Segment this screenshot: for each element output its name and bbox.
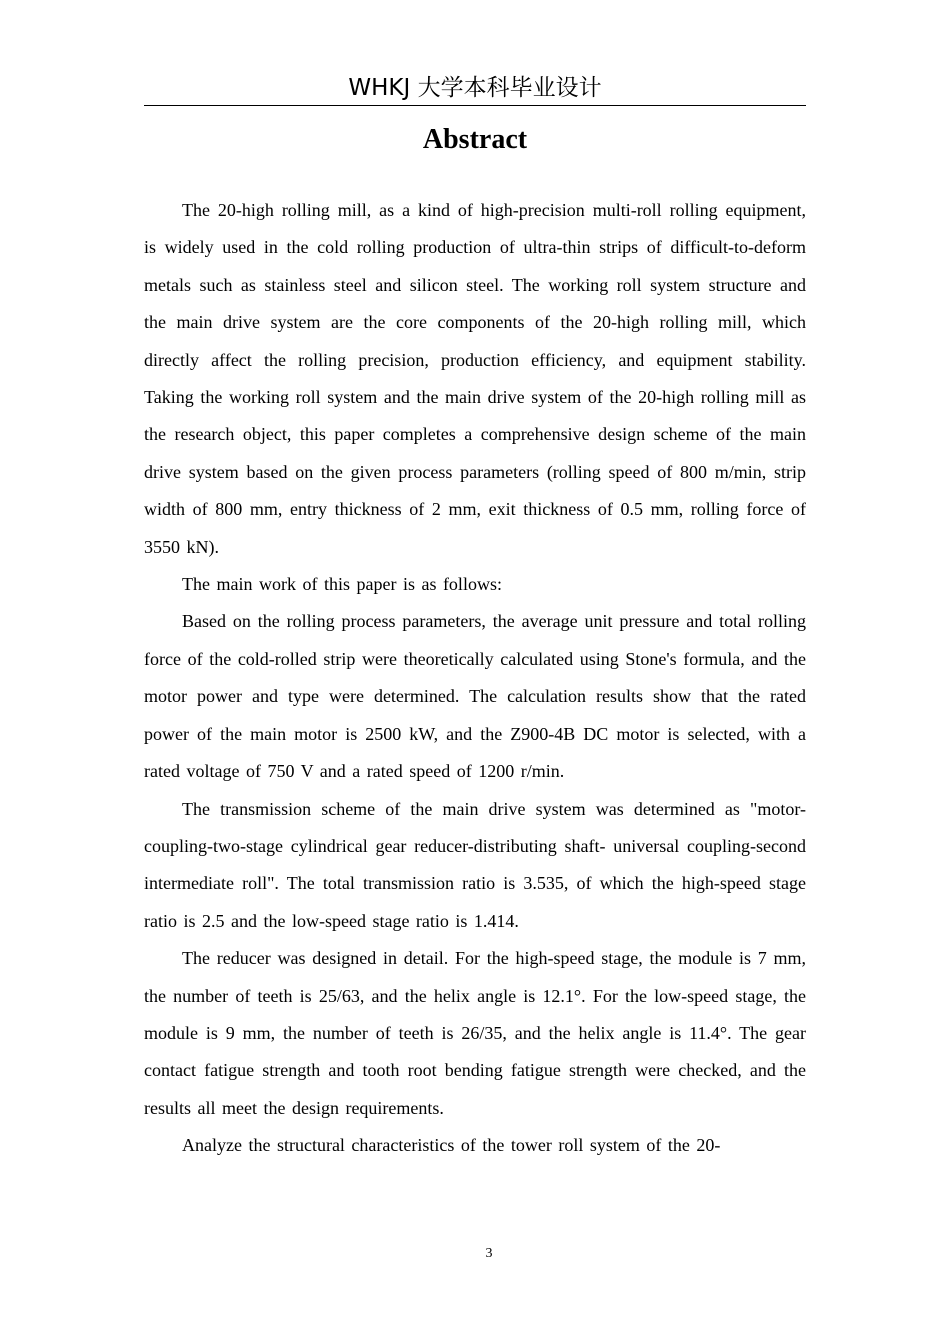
page-header: WHKJ 大学本科毕业设计 bbox=[348, 75, 602, 101]
paragraph: The reducer was designed in detail. For the high-speed stage, the module is 7 mm, the number of teeth is 25/63, and the helix angle is 12.1°. For the low-speed stage, the module is 9 mm, the number of teeth is 26/35, and the helix angle is 11.4°. The gear contact fatigue strength and tooth root bending fatigue strength were checked, and the results all meet the design requirements. bbox=[144, 948, 806, 1118]
paragraph: The 20-high rolling mill, as a kind of high-precision multi-roll rolling equipment, is widely used in the cold rolling production of ultra-thin strips of difficult-to-deform metals such as stainless steel and silicon steel. The working roll system structure and the main drive system are the core components of the 20-high rolling mill, which directly affect the rolling precision, production efficiency, and equipment stability. Taking the working roll system and the main drive system of the 20-high rolling mill as the research object, this paper completes a comprehensive design scheme of the main drive system based on the given process parameters (rolling speed of 800 m/min, strip width of 800 mm, entry thickness of 2 mm, exit thickness of 0.5 mm, rolling force of 3550 kN). bbox=[144, 200, 806, 557]
paragraph: Based on the rolling process parameters, the average unit pressure and total rolling force of the cold-rolled strip were theoretically calculated using Stone's formula, and the motor power and type were determined. The calculation results show that the rated power of the main motor is 2500 kW, and the Z900-4B DC motor is selected, with a rated voltage of 750 V and a rated speed of 1200 r/min. bbox=[144, 611, 806, 782]
page-number: 3 bbox=[485, 1246, 493, 1261]
abstract-title: Abstract bbox=[422, 124, 528, 155]
abstract-body bbox=[144, 192, 806, 1165]
paragraph: Analyze the structural characteristics of the tower roll system of the 20- bbox=[182, 1135, 721, 1156]
paragraph: The transmission scheme of the main drive system was determined as "motor-coupling-two-stage cylindrical gear reducer-distributing shaft- universal coupling-second intermediate roll". The total transmission ratio is 3.535, of which the high-speed stage ratio is 2.5 and the low-speed stage ratio is 1.414. bbox=[144, 798, 806, 931]
header-rule bbox=[144, 105, 806, 106]
paragraph: The main work of this paper is as follows: bbox=[182, 574, 502, 595]
